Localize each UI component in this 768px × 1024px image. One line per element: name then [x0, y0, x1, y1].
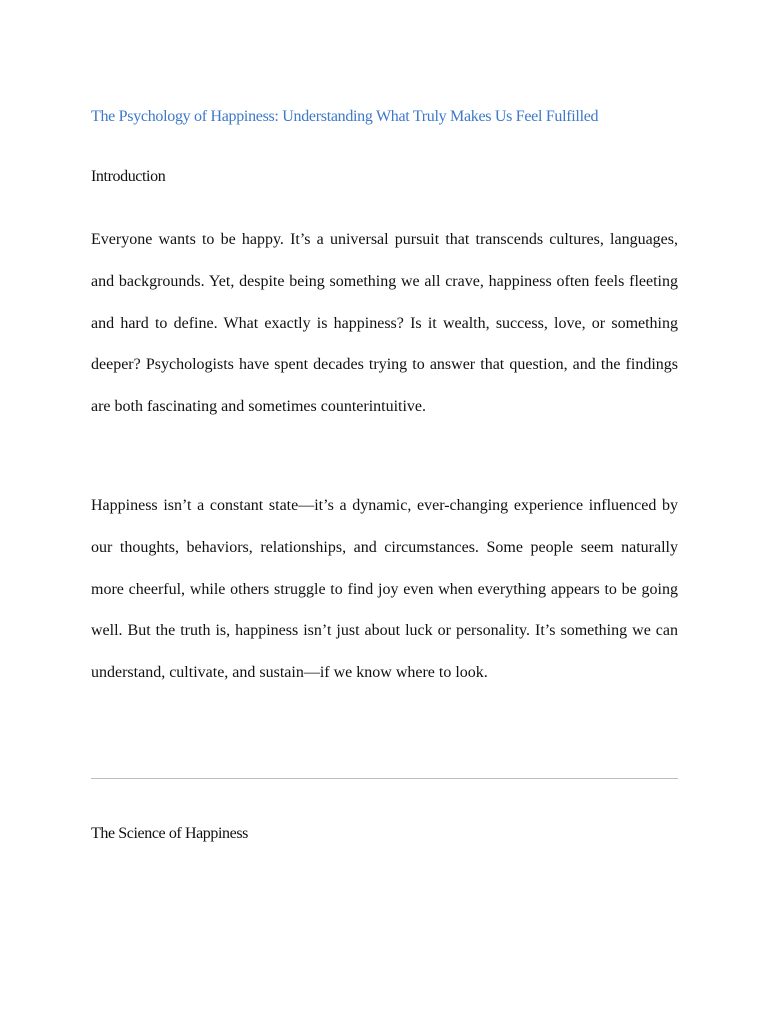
section-heading-science: The Science of Happiness: [91, 825, 249, 842]
section-divider: [91, 778, 678, 779]
intro-paragraph-1: Everyone wants to be happy. It’s a universal pursuit that transcends cultures, languages, and backgrounds. Yet, despite being something we all crave, happiness often feels fleeting and hard to define. What exactly is happiness? Is it wealth, success, love, or something deeper? Psychologists have spent decades trying to answer that question, and the findings are both fascinating and sometimes counterintuitive.: [91, 231, 678, 416]
intro-paragraph-2: Happiness isn’t a constant state—it’s a dynamic, ever-changing experience influenced by our thoughts, behaviors, relationships, and circumstances. Some people seem naturally more cheerful, while others struggle to find joy even when everything appears to be going well. But the truth is, happiness isn’t just about luck or personality. It’s something we can understand, cultivate, and sustain—if we know where to look.: [91, 497, 678, 682]
section-heading-introduction: Introduction: [91, 168, 166, 185]
document-title: The Psychology of Happiness: Understanding What Truly Makes Us Feel Fulfilled: [91, 108, 599, 125]
document-page: [91, 0, 678, 1024]
